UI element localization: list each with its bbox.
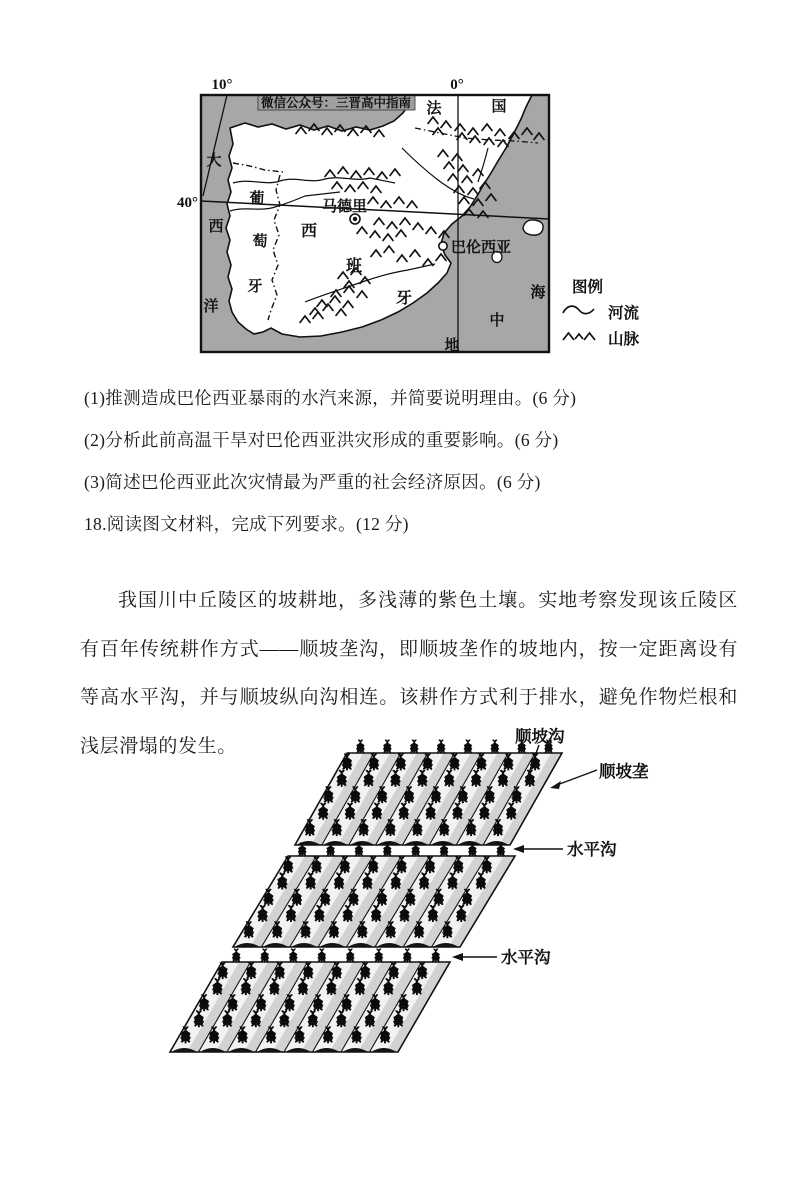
valencia-symbol bbox=[439, 242, 447, 250]
tick-lon-0: 0° bbox=[450, 77, 464, 93]
map-label-spain-2: 班 bbox=[345, 258, 363, 275]
question-18-stem: 18.阅读图文材料，完成下列要求。(12 分) bbox=[84, 514, 409, 534]
map-label-portugal-2: 萄 bbox=[252, 234, 268, 250]
map-label-portugal-1: 葡 bbox=[249, 191, 265, 207]
label-downslope-furrow: 顺坡沟 bbox=[515, 727, 565, 746]
spain-valencia-map bbox=[0, 0, 800, 380]
watermark-text: 微信公众号：三晋高中指南 bbox=[260, 96, 412, 110]
map-label-med-2: 中 bbox=[489, 313, 505, 329]
map-label-spain-3: 牙 bbox=[395, 290, 413, 307]
label-downslope-ridge: 顺坡垄 bbox=[599, 762, 649, 781]
madrid-symbol-inner bbox=[353, 217, 357, 221]
map-label-madrid: 马德里 bbox=[322, 199, 368, 215]
legend-river-label: 河流 bbox=[608, 305, 640, 322]
map-label-med-1: 地 bbox=[444, 338, 460, 354]
legend-title: 图例 bbox=[572, 279, 604, 296]
map-label-atlantic-1: 大 bbox=[206, 153, 222, 169]
tick-lat-40: 40° bbox=[177, 195, 198, 211]
river-legend-icon bbox=[563, 306, 594, 313]
map-label-valencia: 巴伦西亚 bbox=[451, 240, 512, 256]
question-17-3: (3)简述巴伦西亚此次灾情最为严重的社会经济原因。(6 分) bbox=[84, 472, 541, 492]
tick-lon-10: 10° bbox=[211, 77, 233, 93]
map-label-france-1: 法 bbox=[426, 101, 442, 117]
map-label-atlantic-2: 西 bbox=[208, 219, 224, 235]
horizontal-ditch-arrowhead-2 bbox=[452, 953, 463, 961]
horizontal-ditch-arrowhead-1 bbox=[513, 845, 524, 853]
balearic-island bbox=[523, 220, 543, 235]
downslope-ridge-arrowhead bbox=[550, 781, 561, 789]
map-label-spain-1: 西 bbox=[300, 223, 318, 240]
map-label-france-2: 国 bbox=[491, 99, 507, 115]
map-label-atlantic-3: 洋 bbox=[203, 299, 219, 315]
question-17-2: (2)分析此前高温干旱对巴伦西亚洪灾形成的重要影响。(6 分) bbox=[84, 430, 559, 450]
terrace-fields bbox=[170, 740, 562, 1052]
label-horizontal-ditch-1: 水平沟 bbox=[567, 840, 617, 859]
map-legend bbox=[563, 277, 640, 348]
label-horizontal-ditch-2: 水平沟 bbox=[501, 948, 551, 967]
map-label-med-3: 海 bbox=[530, 285, 546, 301]
question-17-1: (1)推测造成巴伦西亚暴雨的水汽来源，并简要说明理由。(6 分) bbox=[84, 388, 577, 408]
map-label-portugal-3: 牙 bbox=[247, 279, 263, 295]
legend-mountain-label: 山脉 bbox=[608, 331, 640, 348]
question-18-material: 我国川中丘陵区的坡耕地，多浅薄的紫色土壤。实地考察发现该丘陵区有百年传统耕作方式——顺坡垄沟，即顺坡垄作的坡地内，按一定距离设有等高水平沟，并与顺坡纵向沟相连。该耕作方式利于排水，避免作物烂根和浅层滑塌的发生。 bbox=[80, 590, 738, 757]
ridge-furrow-diagram bbox=[0, 700, 800, 1090]
downslope-ridge-leader bbox=[557, 770, 597, 785]
mountain-legend-icon bbox=[563, 333, 595, 340]
